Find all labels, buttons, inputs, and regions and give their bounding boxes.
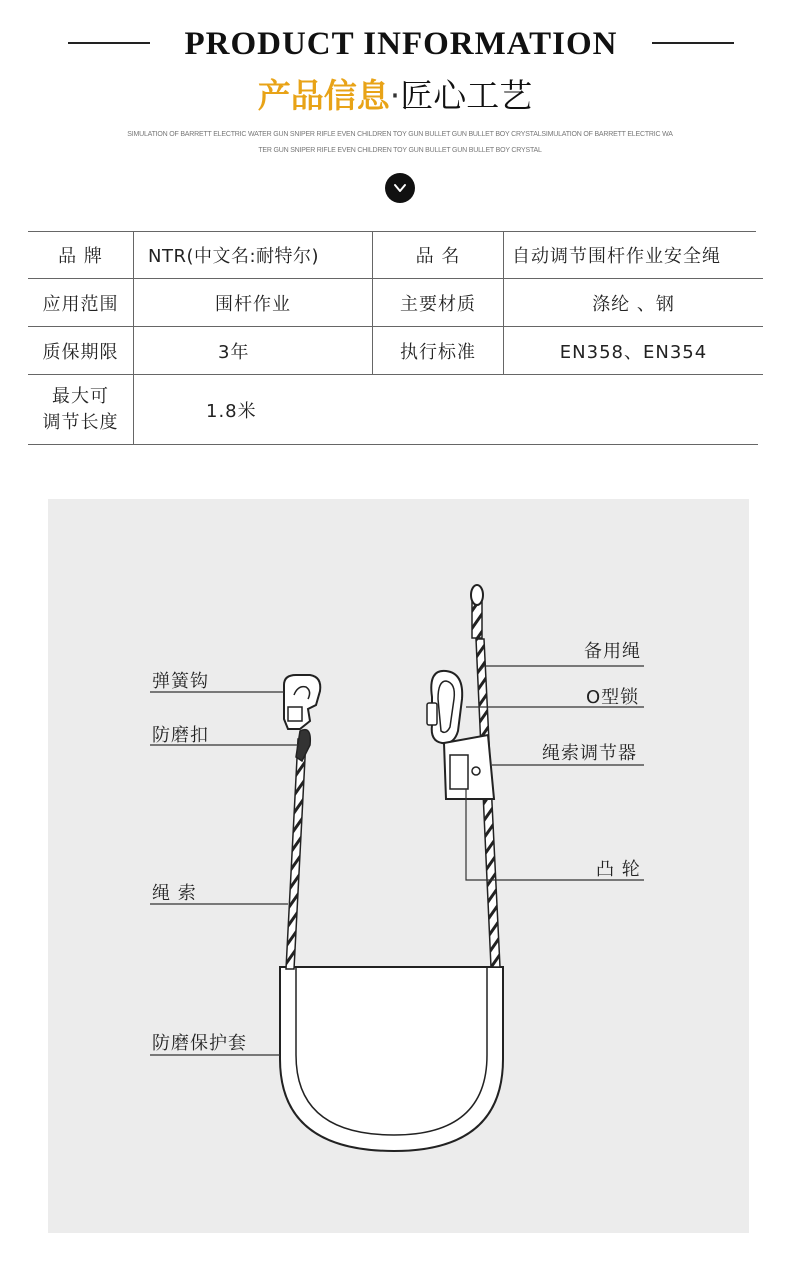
product-name-value: 自动调节围杆作业安全绳: [512, 245, 721, 267]
warranty-label: 质保期限: [42, 341, 119, 363]
right-rope: [476, 639, 500, 967]
lanyard-drawing: [48, 499, 749, 1233]
usage-label: 应用范围: [42, 293, 119, 315]
page-subtitle: [0, 70, 790, 117]
label-adjuster: 绳索调节器: [542, 743, 637, 764]
subtitle-accent: 产品信息: [257, 76, 390, 115]
material-label: 主要材质: [400, 293, 476, 315]
usage-value: 围杆作业: [215, 293, 291, 315]
header-rule-left: [68, 42, 150, 44]
standard-label: 执行标准: [400, 341, 476, 363]
label-o-lock: O型锁: [586, 687, 640, 708]
max-length-label-line-2: 调节长度: [42, 411, 119, 433]
max-length-value: 1.8米: [206, 400, 257, 422]
label-rope: 绳 索: [152, 883, 197, 904]
page-title: PRODUCT INFORMATION: [184, 26, 618, 62]
max-length-label-line-1: 最大可: [52, 385, 109, 407]
cam: [472, 767, 480, 775]
fine-print-line-1: SIMULATION OF BARRETT ELECTRIC WATER GUN SNIPER RIFLE EVEN CHILDREN TOY GUN BULLET GUN BULLET BOY CRYSTALSIMULATION OF BARRETT ELECTRIC WA: [127, 131, 673, 138]
table-row: [28, 327, 763, 375]
label-cam: 凸 轮: [596, 859, 641, 880]
label-wear-buckle: 防磨扣: [152, 725, 209, 746]
table-row: [28, 279, 763, 327]
table-row: [28, 375, 758, 445]
table-row: [28, 231, 763, 279]
label-spring-hook: 弹簧钩: [152, 671, 209, 692]
subtitle-dot: ·: [389, 76, 401, 115]
standard-value: EN358、EN354: [559, 341, 708, 363]
subtitle-rest: 匠心工艺: [400, 76, 533, 115]
rope-eye: [471, 585, 483, 605]
product-name-label: 品 名: [415, 245, 461, 267]
chevron-down-icon: [385, 173, 415, 203]
brand-label: 品 牌: [58, 245, 103, 267]
left-rope: [286, 739, 306, 969]
fine-print-line-2: TER GUN SNIPER RIFLE EVEN CHILDREN TOY GUN BULLET GUN BULLET BOY CRYSTAL: [258, 147, 542, 154]
backup-rope-end: [472, 602, 482, 638]
label-wear-sleeve: 防磨保护套: [152, 1033, 247, 1054]
header-rule-right: [652, 42, 734, 44]
brand-value: NTR(中文名:耐特尔): [148, 245, 320, 267]
lanyard-diagram: [48, 499, 749, 1233]
wear-buckle: [296, 730, 310, 761]
material-value: 涤纶 、钢: [592, 293, 675, 315]
warranty-value: 3年: [218, 341, 250, 363]
label-backup-rope: 备用绳: [584, 641, 641, 662]
max-length-label: [28, 375, 133, 444]
sleeve-outer: [280, 967, 503, 1151]
